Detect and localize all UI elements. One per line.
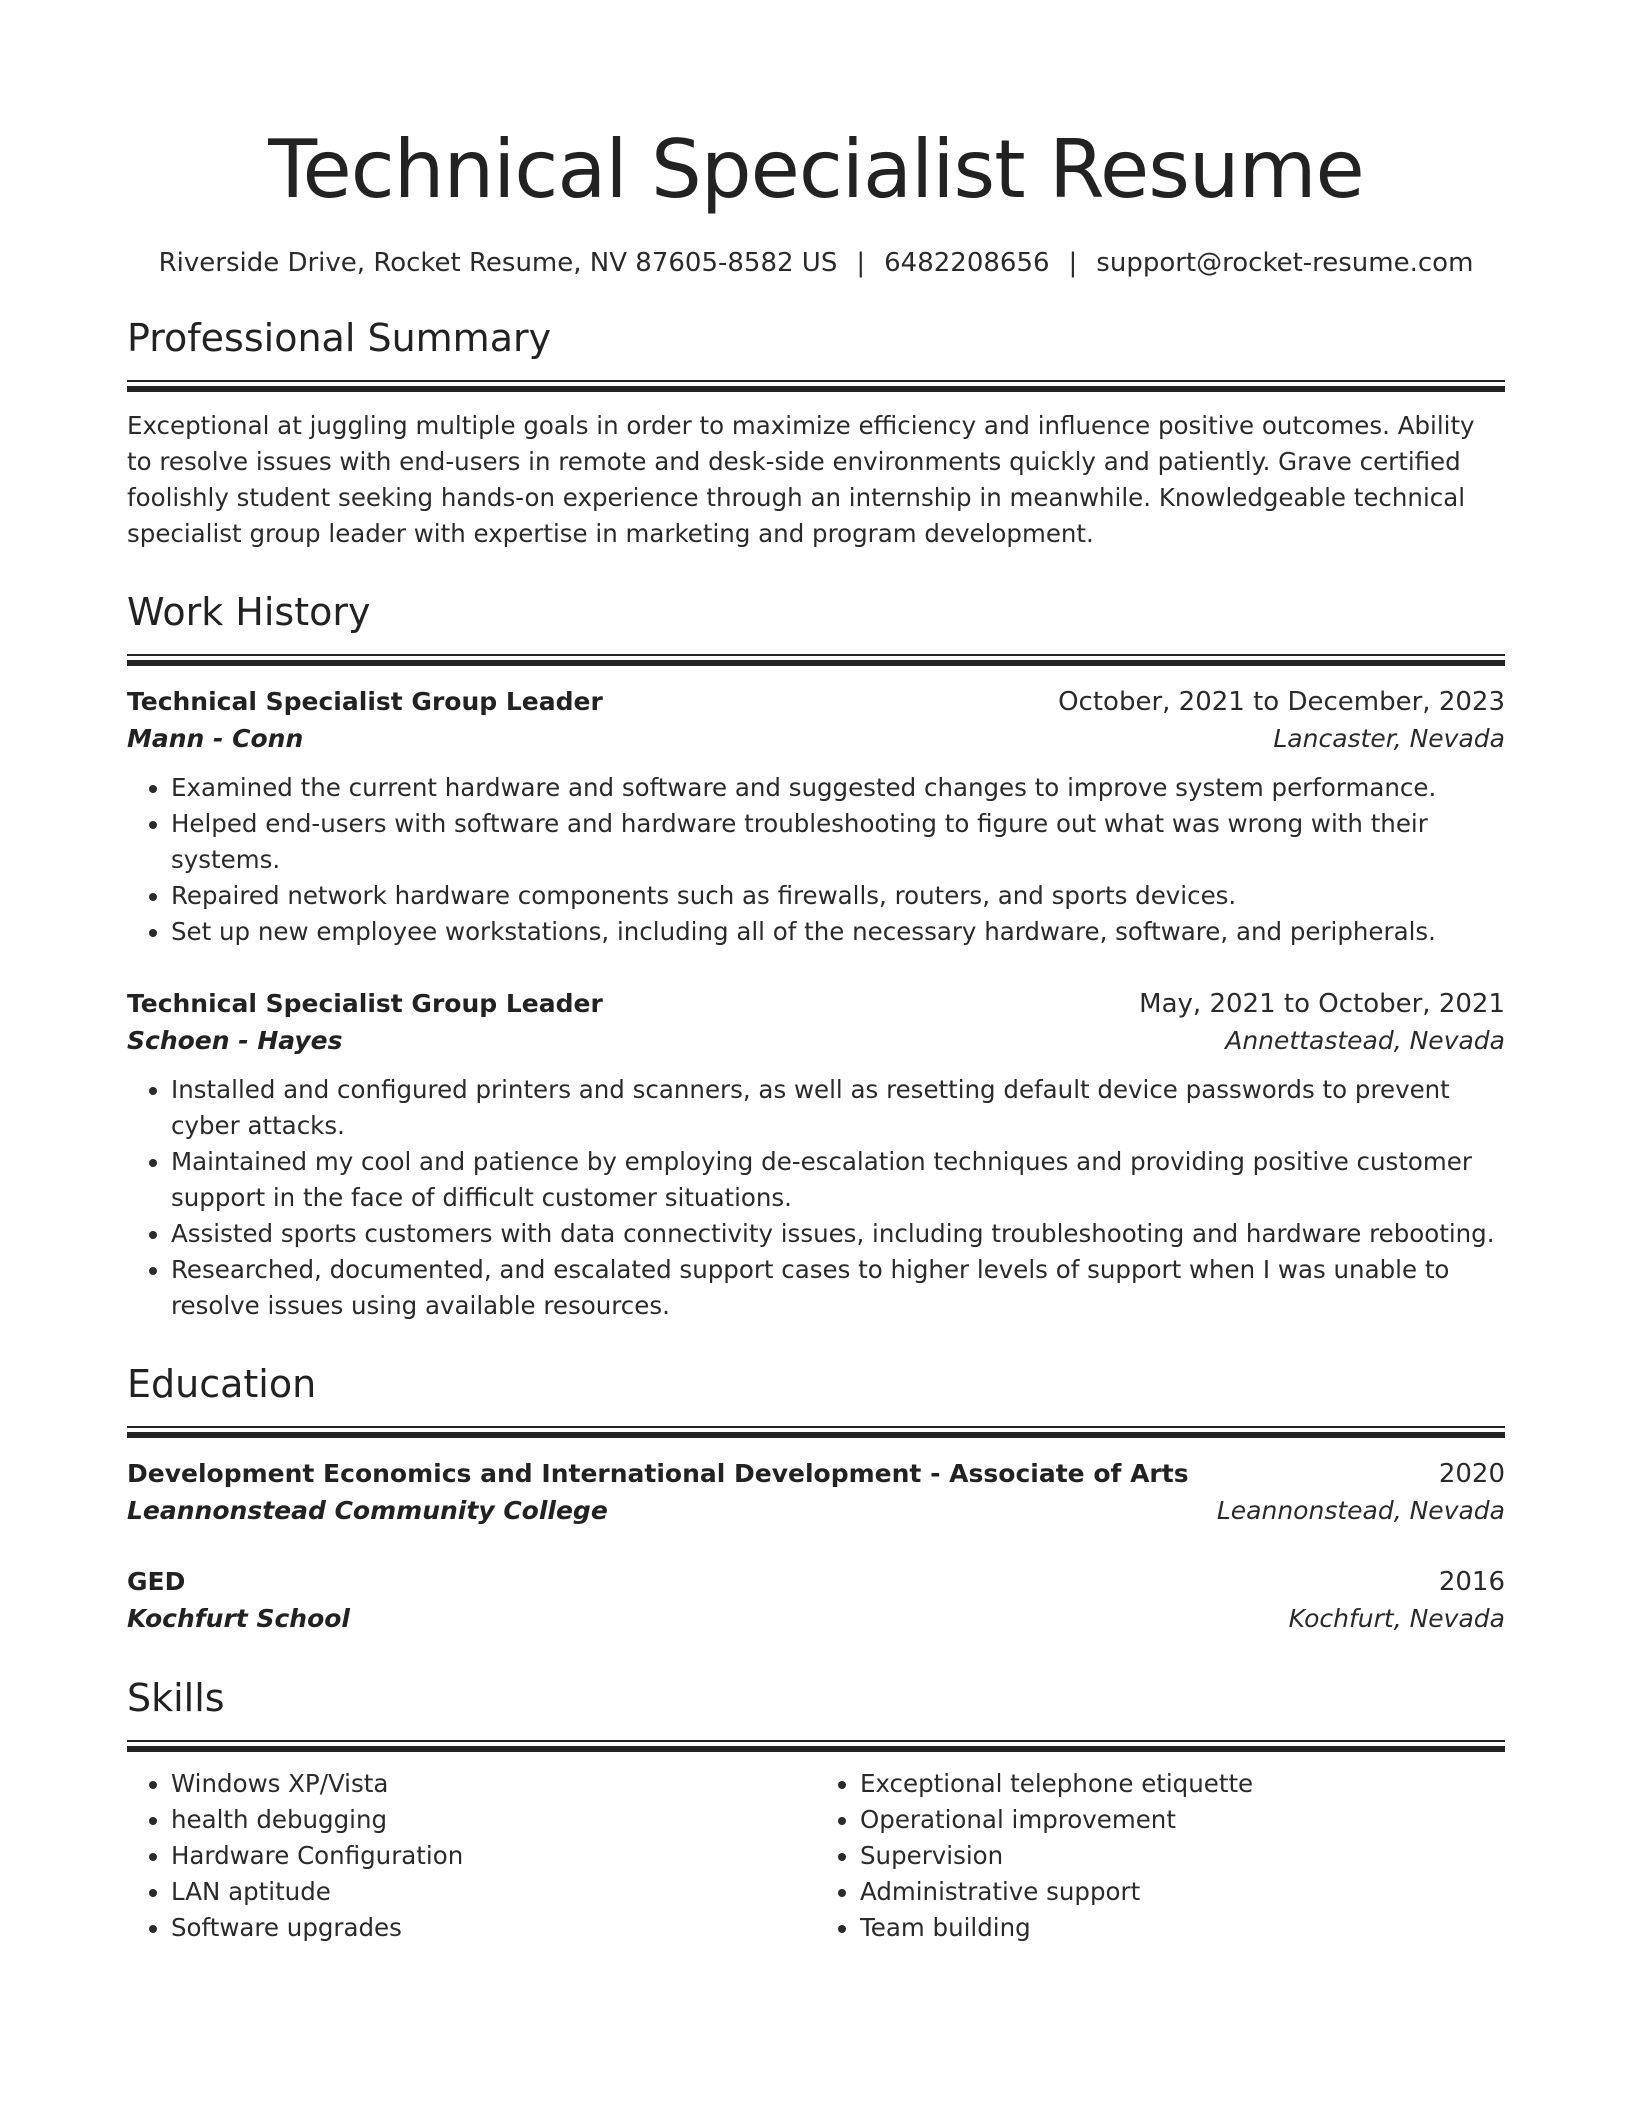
- skill-item: • Team building: [860, 1910, 1505, 1946]
- graduation-year: 2016: [1438, 1567, 1505, 1597]
- job-dates: October, 2021 to December, 2023: [1058, 687, 1505, 717]
- company-name: Mann - Conn: [127, 724, 304, 753]
- job-location: Lancaster, Nevada: [1273, 724, 1505, 753]
- job-bullets: [127, 1072, 1505, 1324]
- divider: [127, 1740, 1505, 1742]
- section-heading-work-history: Work History: [127, 590, 371, 634]
- job-bullets: [127, 770, 1505, 950]
- skill-item: • Supervision: [860, 1838, 1505, 1874]
- divider: [127, 654, 1505, 656]
- school-name: Kochfurt School: [127, 1604, 350, 1633]
- company-name: Schoen - Hayes: [127, 1026, 343, 1055]
- job-title: Technical Specialist Group Leader: [127, 687, 603, 716]
- bullet-item: • Set up new employee workstations, including all of the necessary hardware, software, and peripherals.: [171, 914, 1505, 950]
- work-history-section: [127, 588, 1505, 1324]
- phone: 6482208656: [884, 248, 1050, 278]
- summary-section: [127, 314, 1505, 552]
- job-entry: [127, 684, 1505, 950]
- skill-item: • Software upgrades: [171, 1910, 816, 1946]
- email: support@rocket-resume.com: [1096, 248, 1474, 278]
- skill-item: • LAN aptitude: [171, 1874, 816, 1910]
- school-name: Leannonstead Community College: [127, 1496, 608, 1525]
- separator: |: [1068, 248, 1078, 278]
- job-dates: May, 2021 to October, 2021: [1139, 989, 1505, 1019]
- bullet-item: • Examined the current hardware and software and suggested changes to improve system performance.: [171, 770, 1505, 806]
- education-section: [127, 1360, 1505, 1638]
- divider: [127, 1432, 1505, 1438]
- bullet-item: • Installed and configured printers and scanners, as well as resetting default device passwords to prevent cyber attacks.: [171, 1072, 1505, 1144]
- skills-list-left: [127, 1766, 816, 1946]
- degree: Development Economics and International Development - Associate of Arts: [127, 1459, 1189, 1488]
- education-entry: [127, 1564, 1505, 1638]
- skills-section: [127, 1674, 1505, 1946]
- divider: [127, 386, 1505, 392]
- skill-item: • Exceptional telephone etiquette: [860, 1766, 1505, 1802]
- skill-item: • Operational improvement: [860, 1802, 1505, 1838]
- skill-item: • health debugging: [171, 1802, 816, 1838]
- graduation-year: 2020: [1438, 1459, 1505, 1489]
- bullet-item: • Assisted sports customers with data connectivity issues, including troubleshooting and hardware rebooting.: [171, 1216, 1505, 1252]
- job-title: Technical Specialist Group Leader: [127, 989, 603, 1018]
- resume-title: Technical Specialist Resume: [268, 123, 1364, 216]
- section-heading-summary: Professional Summary: [127, 316, 552, 360]
- education-entry: [127, 1456, 1505, 1530]
- section-heading-skills: Skills: [127, 1676, 225, 1720]
- divider: [127, 1426, 1505, 1428]
- bullet-item: • Helped end-users with software and hardware troubleshooting to figure out what was wrong with their systems.: [171, 806, 1505, 878]
- skills-list-right: [816, 1766, 1505, 1946]
- bullet-item: • Researched, documented, and escalated support cases to higher levels of support when I was unable to resolve issues using available resources.: [171, 1252, 1505, 1324]
- divider: [127, 660, 1505, 666]
- divider: [127, 380, 1505, 382]
- skill-item: • Administrative support: [860, 1874, 1505, 1910]
- school-location: Kochfurt, Nevada: [1288, 1604, 1505, 1633]
- bullet-item: • Maintained my cool and patience by employing de-escalation techniques and providing positive customer support in the face of difficult customer situations.: [171, 1144, 1505, 1216]
- divider: [127, 1746, 1505, 1752]
- resume-page: [127, 118, 1505, 1946]
- section-heading-education: Education: [127, 1362, 317, 1406]
- skills-columns: [127, 1766, 1505, 1946]
- job-location: Annettastead, Nevada: [1225, 1026, 1505, 1055]
- separator: |: [856, 248, 866, 278]
- skill-item: • Hardware Configuration: [171, 1838, 816, 1874]
- school-location: Leannonstead, Nevada: [1216, 1496, 1505, 1525]
- summary-text: Exceptional at juggling multiple goals in order to maximize efficiency and influence positive outcomes. Ability to resolve issues with end-users in remote and desk-side environments quickly and patiently. Grave certified foolishly student seeking hands-on experience through an internship in meanwhile. Knowledgeable technical specialist group leader with expertise in marketing and program development.: [127, 411, 1475, 548]
- job-entry: [127, 986, 1505, 1324]
- skill-item: • Windows XP/Vista: [171, 1766, 816, 1802]
- address: Riverside Drive, Rocket Resume, NV 87605-8582 US: [158, 248, 838, 278]
- degree: GED: [127, 1567, 186, 1596]
- bullet-item: • Repaired network hardware components such as firewalls, routers, and sports devices.: [171, 878, 1505, 914]
- contact-line: [127, 248, 1505, 278]
